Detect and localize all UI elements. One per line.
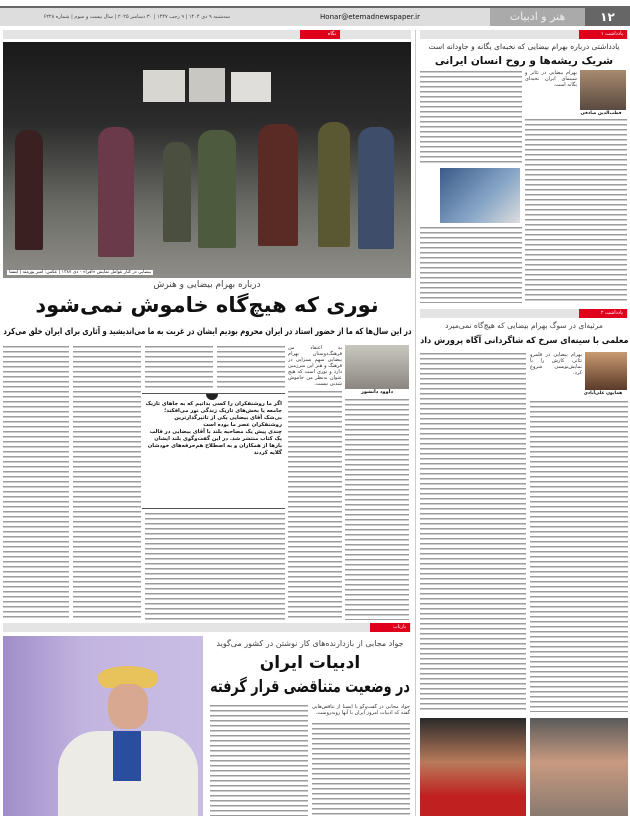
- issue-date: سه‌شنبه ۹ دی ۱۴۰۴ | ۹ رجب ۱۴۴۷ | ۳۰ دسامبر ۲۰۲۵ | سال بیست و سوم | شماره ۶۲۲۸: [43, 14, 230, 20]
- note1-kicker: یادداشتی درباره بهرام بیضایی که نخبه‌ای یگانه و جاودانه است: [428, 42, 620, 51]
- main-body-col: [145, 345, 213, 390]
- main-body-col: [288, 390, 342, 620]
- main-body-col: [345, 398, 409, 620]
- main-body-col: [73, 345, 141, 620]
- main-body-col: [145, 512, 285, 620]
- note1-body-col: [420, 70, 522, 165]
- main-body-col: [3, 345, 69, 620]
- portrait-photo-left: [420, 718, 526, 816]
- main-headline: نوری که هیچ‌گاه خاموش نمی‌شود: [35, 293, 379, 317]
- note1-body-col: [420, 226, 522, 303]
- pull-quote-item: چندی پیش یک مصاحبه بلند با آقای بیضایی در قالب یک کتاب منتشر شد. در این گفت‌وگوی بلند ایشان بارها از همکاران و به اصطلاح هم‌حرفه‌های خودشان گلایه کردند: [147, 429, 282, 456]
- author-photo: [345, 345, 409, 389]
- main-body-col: [217, 345, 285, 390]
- beyzaie-photo: [440, 168, 520, 223]
- note2-body-col: [530, 400, 628, 712]
- note2-author-photo: [585, 352, 627, 390]
- section-title: هنر و ادبیات: [490, 8, 585, 26]
- main-body-lead: به اعتقاد من فرهنگ‌دوستان بهرام بیضایی سهم بسزایی در فرهنگ و هنر این سرزمین دارد و نوری است که هیچ عنوان به‌نظر من خاموش شدنی نیست.: [288, 345, 342, 387]
- email-link[interactable]: Honar@etemadnewspaper.ir: [320, 13, 420, 21]
- quote-icon: [206, 393, 218, 400]
- tag-baztab: بازتاب: [370, 623, 410, 632]
- author-name: داوود دانشور: [360, 389, 394, 395]
- note2-kicker: مرثیه‌ای در سوگ بهرام بیضایی که هیچ‌گاه نمی‌میرد: [445, 321, 603, 330]
- note2-body-col: [420, 352, 526, 712]
- note1-headline: شریک ریشه‌ها و روح انسان ایرانی: [434, 55, 614, 67]
- tag-bar-main: [3, 30, 411, 39]
- bottom-headline-2: در وضعیت متناقضی قرار گرفته: [210, 677, 410, 697]
- note2-headline: معلمی با سینه‌ای سرخ که شاگردانی آگاه پرورش داد: [419, 336, 628, 346]
- bottom-body-col: [210, 704, 308, 816]
- column-divider: [415, 30, 416, 816]
- photo-caption: بیضایی در کنار عوامل نمایش «افرا» - دی ۱۳۸۷ | عکس: امیر پورمند | ایسنا: [9, 270, 151, 275]
- stage-photo: [3, 42, 411, 278]
- main-kicker: درباره بهرام بیضایی و هنرش: [153, 280, 261, 290]
- tag-note1: یادداشت ۱: [579, 30, 627, 39]
- mojabi-photo: [3, 636, 203, 816]
- tag-negah: نگاه: [300, 30, 340, 39]
- note1-body-lead: بهرام بیضایی در تئاتر و سینمای ایران نخبه‌ای یگانه است.: [525, 70, 577, 88]
- bottom-headline-1: ادبیات ایران: [259, 653, 361, 673]
- note1-author: قطب‌الدین صادقی: [580, 111, 622, 116]
- note1-body-col: [525, 118, 627, 303]
- note2-author: همایون علی‌آبادی: [583, 391, 623, 396]
- bottom-body-col: [312, 722, 410, 816]
- note1-author-photo: [580, 70, 626, 110]
- pull-quote: [142, 393, 285, 509]
- tag-bar-bottom: [3, 623, 411, 632]
- portrait-photo-right: [530, 718, 628, 816]
- bottom-body-lead: جواد مجابی در گفت‌وگو با ایسنا از تناقض‌هایی گفته که ادبیات امروز ایران با آنها روبه‌روست.: [312, 704, 410, 716]
- page-number: ۱۲: [585, 8, 630, 26]
- pull-quote-item: اگر ما روشنفکران را کسی بدانیم که به جاهای تاریک جامعه یا بخش‌های تاریک زندگی نور می‌افکند؛ بی‌شک آقای بیضایی یکی از تاثیرگذارترین روشنفکران عصر ما بوده است: [145, 401, 282, 428]
- main-subhead: در این سال‌ها که ما از حضور استاد در ایران محروم بودیم ایشان در غربت به ما می‌اندیشید و آثاری برای ایران خلق می‌کرد: [2, 327, 411, 337]
- note2-body-lead: بهرام بیضایی در قلمرو تئاتر، کارش را با نمایش‌نویسی شروع کرد.: [530, 352, 582, 376]
- tag-note2: یادداشت ۲: [579, 309, 627, 318]
- bottom-kicker: جواد مجابی از بازدارنده‌های کار نوشتن در کشور می‌گوید: [216, 639, 404, 648]
